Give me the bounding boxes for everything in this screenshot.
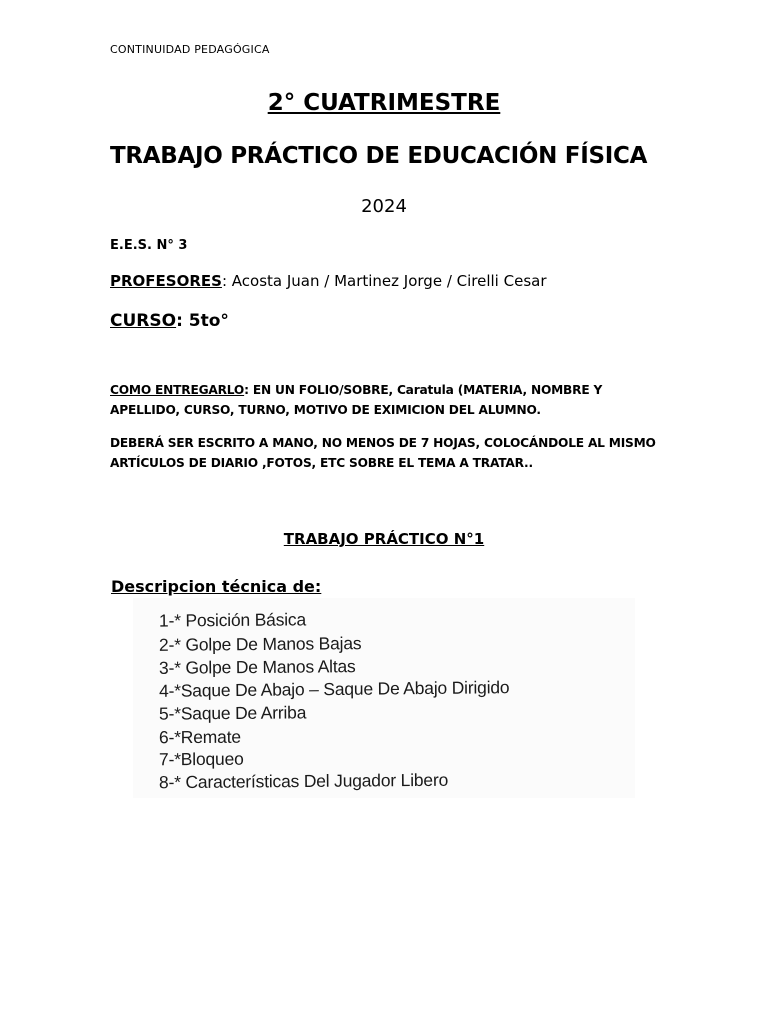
list-item: 3-* Golpe De Manos Altas <box>158 656 356 678</box>
curso-label: CURSO <box>110 311 177 331</box>
profesores-line <box>110 272 547 290</box>
entrega-text: : EN UN FOLIO/SOBRE, Caratula (MATERIA, NOMBRE Y APELLIDO, CURSO, TURNO, MOTIVO DE EXIMICION DEL ALUMNO. <box>110 383 603 417</box>
profesores-value: : Acosta Juan / Martinez Jorge / Cirelli Cesar <box>221 272 547 290</box>
school-label: E.E.S. N° 3 <box>110 238 188 253</box>
desc-title: Descripcion técnica de: <box>111 577 322 596</box>
list-item: 1-* Posición Básica <box>158 609 307 631</box>
profesores-label: PROFESORES <box>110 272 222 290</box>
list-item: 8-* Características Del Jugador Libero <box>158 769 449 793</box>
tp-title: TRABAJO PRÁCTICO N°1 <box>283 530 485 548</box>
cuatrimestre-heading: 2° CUATRIMESTRE <box>267 90 501 116</box>
list-item: 4-*Saque De Abajo – Saque De Abajo Dirigido <box>158 677 510 701</box>
entrega-paragraph <box>110 380 670 420</box>
list-item: 5-*Saque De Arriba <box>158 702 307 724</box>
list-item: 7-*Bloqueo <box>158 748 244 770</box>
curso-value: : 5to° <box>176 311 229 331</box>
list-item: 2-* Golpe De Manos Bajas <box>158 633 362 655</box>
escrito-paragraph: DEBERÁ SER ESCRITO A MANO, NO MENOS DE 7 HOJAS, COLOCÁNDOLE AL MISMO ARTÍCULOS DE DIARIO ,FOTOS, ETC SOBRE EL TEMA A TRATAR.. <box>110 436 656 470</box>
document-title: TRABAJO PRÁCTICO DE EDUCACIÓN FÍSICA <box>110 143 648 169</box>
header-label: CONTINUIDAD PEDAGÓGICA <box>110 43 270 56</box>
scanned-list-image <box>133 598 635 798</box>
entrega-label: COMO ENTREGARLO <box>110 383 245 397</box>
list-item: 6-*Remate <box>158 726 241 748</box>
year-label: 2024 <box>361 196 407 217</box>
curso-line <box>110 311 229 331</box>
